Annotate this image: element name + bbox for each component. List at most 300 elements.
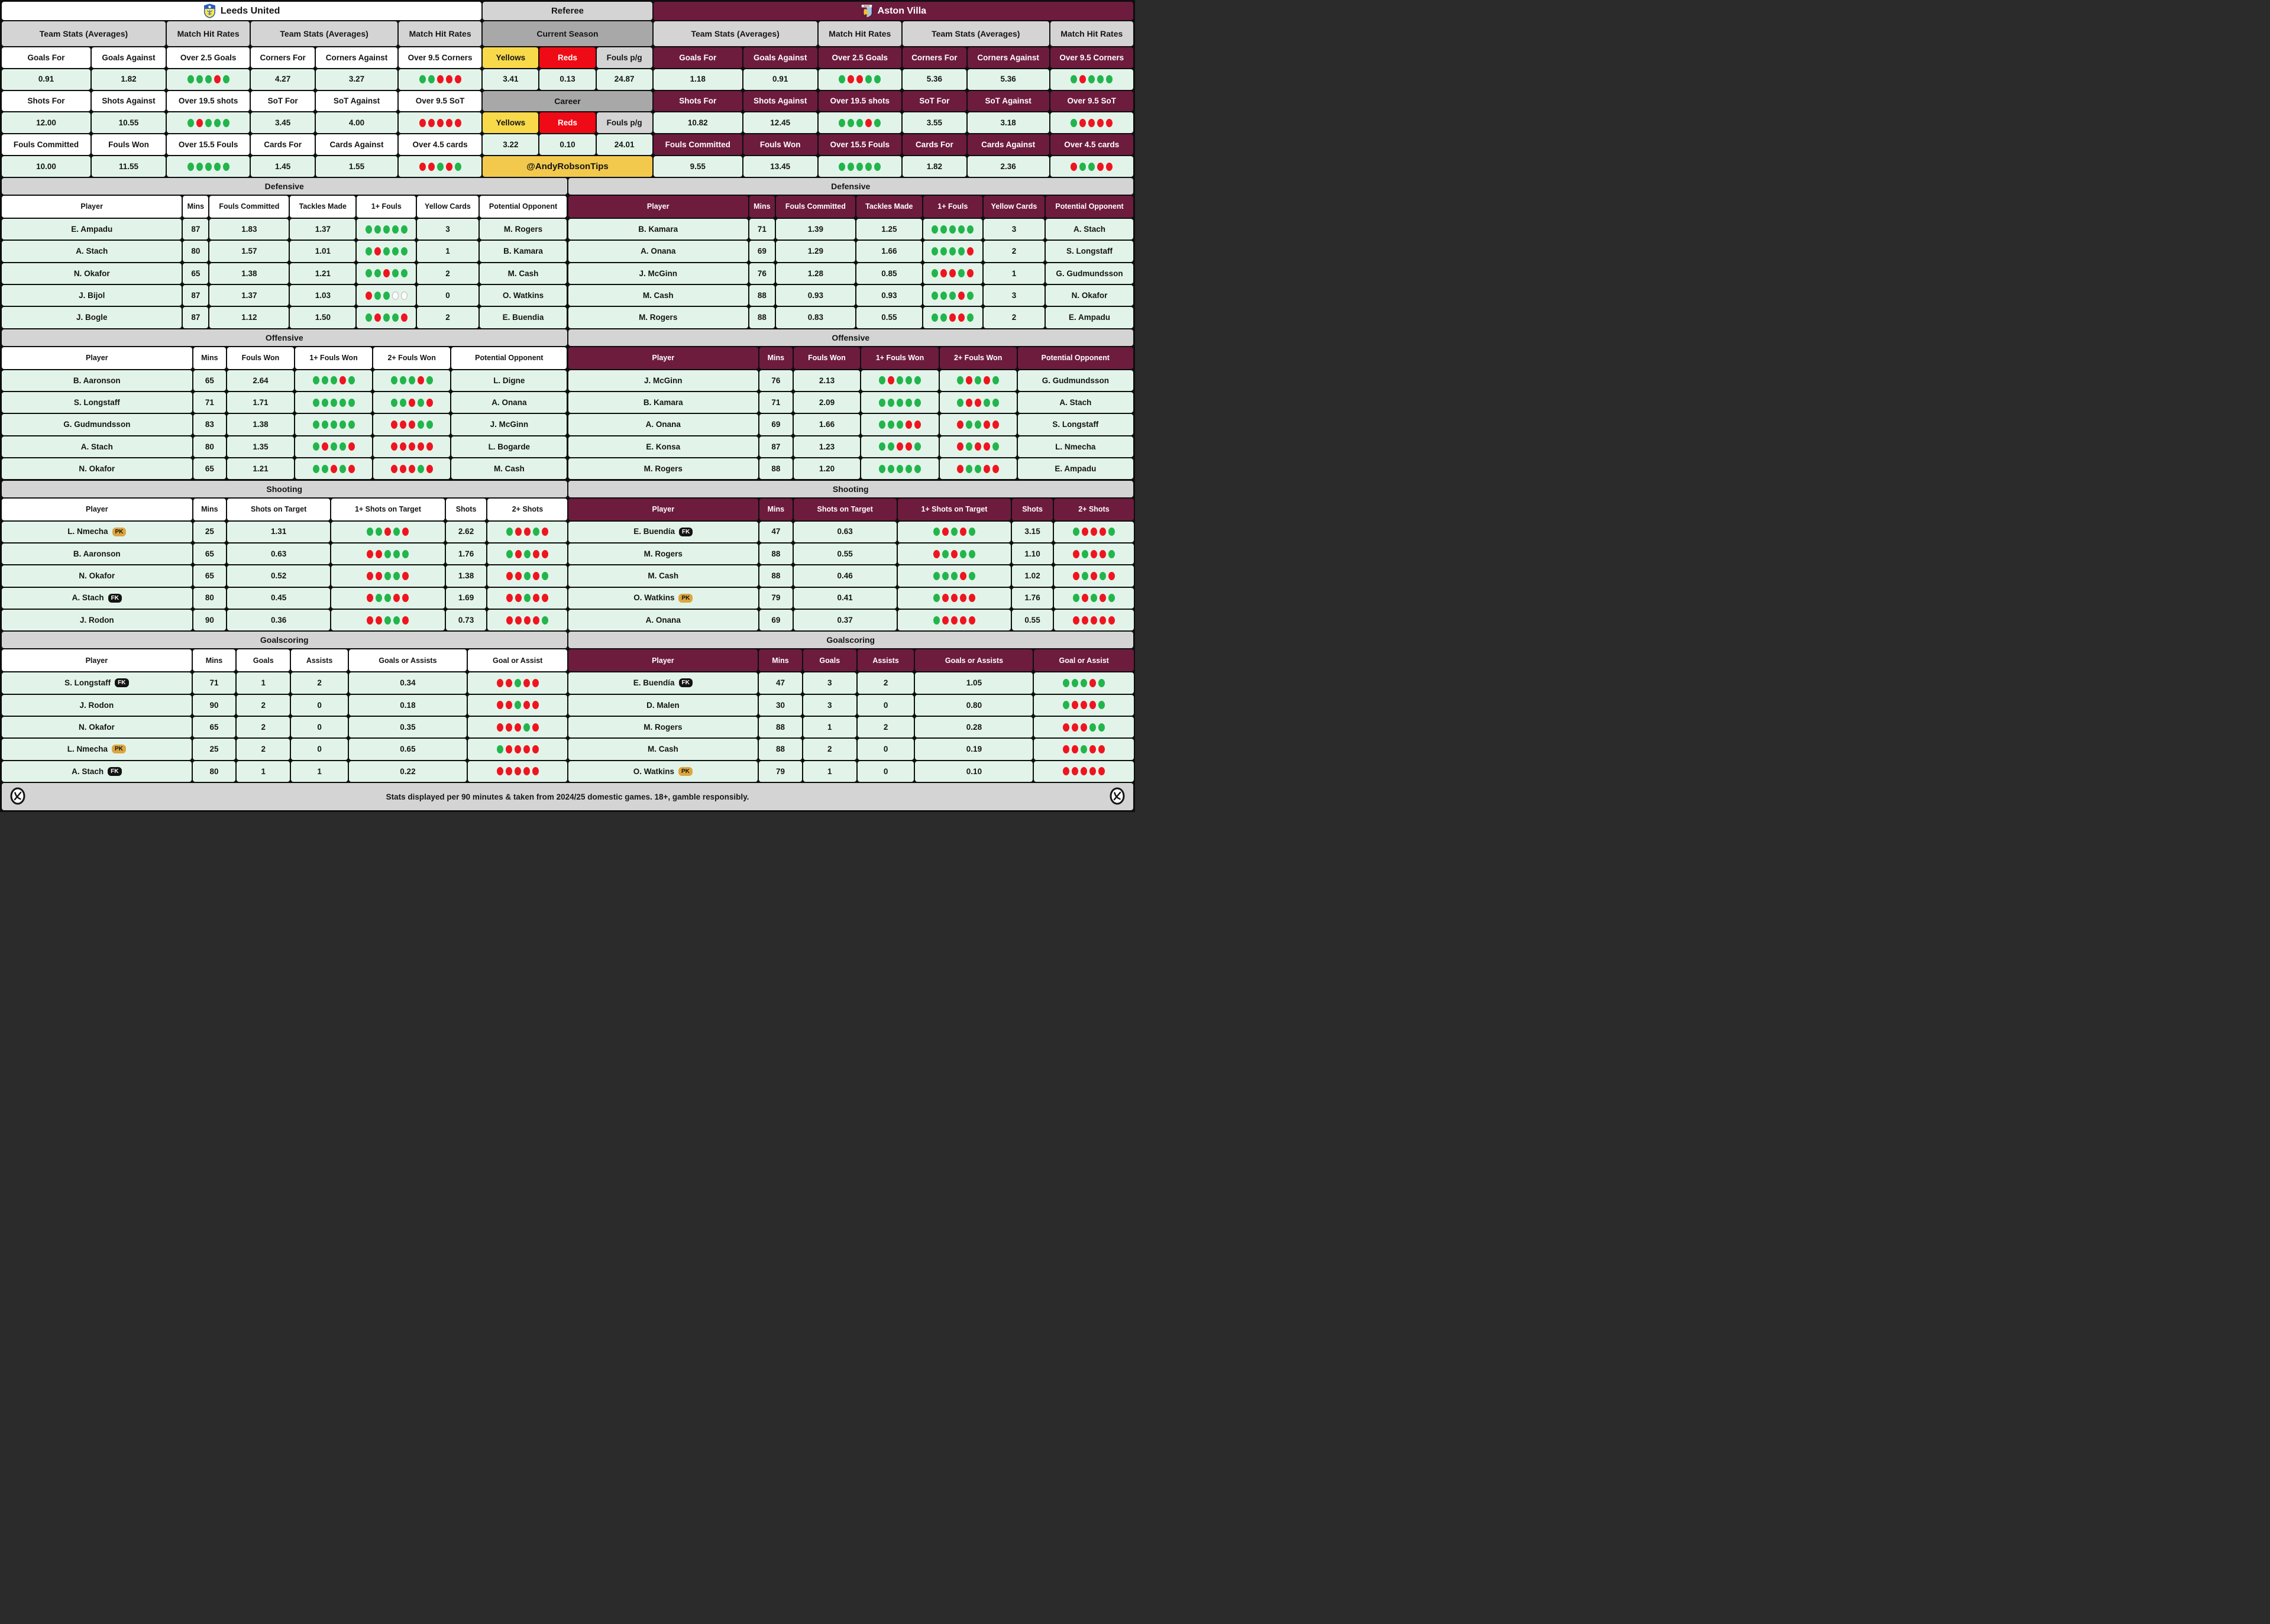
hit-rate-dots <box>497 701 539 709</box>
defensive-rows <box>568 218 1134 329</box>
cell-player <box>568 521 759 543</box>
player-name: D. Malen <box>646 700 680 710</box>
hit-dot <box>897 376 903 384</box>
hit-dot <box>992 399 999 407</box>
table-row <box>1 436 568 458</box>
cell-2-fouls-won <box>939 370 1017 392</box>
miss-dot <box>196 119 203 127</box>
ref-col-reds: Reds <box>539 112 596 134</box>
villa-top-block <box>653 1 1134 177</box>
fk-badge: FK <box>115 678 128 687</box>
cell-mins: 65 <box>192 716 237 738</box>
miss-dot <box>1081 767 1087 775</box>
value-corners-for: 5.36 <box>902 69 967 90</box>
player-name: B. Aaronson <box>73 549 121 558</box>
table-row <box>568 716 1134 738</box>
miss-dot <box>960 572 966 580</box>
hit-rate-dots <box>391 442 433 451</box>
cell-tackles-made: 1.37 <box>289 218 356 240</box>
hit-dot <box>331 399 337 407</box>
miss-dot <box>376 616 382 625</box>
hit-dot <box>906 465 912 473</box>
hit-rate-dots <box>839 119 881 127</box>
hit-dot <box>969 550 975 558</box>
hit-rate-dots <box>313 399 355 407</box>
miss-dot <box>515 616 522 625</box>
hit-rate-dots <box>391 465 433 473</box>
table-row <box>1 263 568 284</box>
value-fouls-won: 13.45 <box>743 156 818 177</box>
hit-dot <box>957 399 963 407</box>
cell-mins: 88 <box>749 284 775 306</box>
hit-dot <box>339 399 346 407</box>
empty-dot <box>401 292 408 300</box>
cell-2-shots <box>1053 609 1134 631</box>
table-row <box>568 738 1134 760</box>
label-cards-for: Cards For <box>250 134 315 156</box>
hit-rate-dots <box>187 119 229 127</box>
value-corners-against: 3.27 <box>315 69 398 90</box>
subheader-hit-rates: Match Hit Rates <box>398 21 482 47</box>
hit-dot <box>374 292 381 300</box>
hit-dot <box>524 550 531 558</box>
miss-dot <box>455 75 461 83</box>
cell-potential-opponent: L. Nmecha <box>1017 436 1134 458</box>
cell-2-shots <box>487 543 568 565</box>
cell-mins: 88 <box>759 458 793 480</box>
cell-1-shots-on-target <box>897 521 1011 543</box>
hit-dot <box>966 465 972 473</box>
miss-dot <box>532 679 539 687</box>
column-headers <box>1 649 568 672</box>
shooting-rows <box>568 521 1134 632</box>
label-over-2-5-goals: Over 2.5 Goals <box>818 47 902 69</box>
miss-dot <box>515 723 521 732</box>
cell-assists: 1 <box>290 761 348 782</box>
hit-dot <box>322 376 328 384</box>
miss-dot <box>906 442 912 451</box>
miss-dot <box>1108 572 1115 580</box>
cell-shots: 1.38 <box>445 565 487 587</box>
hit-dot <box>428 75 435 83</box>
hit-dot <box>1108 550 1115 558</box>
tables-area <box>1 177 1134 782</box>
column-headers <box>568 347 1134 370</box>
hit-dot <box>958 269 965 277</box>
cell-fouls-won: 1.20 <box>793 458 861 480</box>
miss-dot <box>426 442 433 451</box>
ref-col-fouls-p-g: Fouls p/g <box>596 47 653 69</box>
player-name: B. Aaronson <box>73 376 121 385</box>
miss-dot <box>958 292 965 300</box>
cell-player <box>1 263 182 284</box>
label-over-19-5-shots: Over 19.5 shots <box>166 90 250 112</box>
hit-dot <box>874 119 881 127</box>
cell-mins: 65 <box>193 543 227 565</box>
hit-dot <box>400 399 406 407</box>
col-header-goal-or-assist: Goal or Assist <box>467 649 568 672</box>
hit-dot <box>187 75 194 83</box>
table-row <box>1 458 568 480</box>
cell-mins: 25 <box>192 738 237 760</box>
hit-dot <box>1088 163 1095 171</box>
hit-dot <box>187 163 194 171</box>
value-sot-for: 3.55 <box>902 112 967 134</box>
hit-rate-dots <box>932 313 974 322</box>
miss-dot <box>960 616 966 625</box>
cell-mins: 76 <box>749 263 775 284</box>
hit-rate-dots <box>957 376 999 384</box>
table-row <box>568 306 1134 328</box>
label-corners-against: Corners Against <box>315 47 398 69</box>
villa-section-shooting <box>568 480 1134 632</box>
label-over-15-5-fouls: Over 15.5 Fouls <box>818 134 902 156</box>
cell-shots-on-target: 0.46 <box>793 565 897 587</box>
miss-dot <box>967 269 974 277</box>
hit-dot <box>958 247 965 255</box>
hit-dot <box>940 247 947 255</box>
miss-dot <box>506 745 512 753</box>
table-row <box>1 609 568 631</box>
cell-player <box>568 587 759 609</box>
section-title-defensive: Defensive <box>1 177 568 195</box>
cell-assists: 2 <box>290 672 348 694</box>
cell-1-fouls-won <box>861 392 939 413</box>
cell-2-fouls-won <box>373 413 451 435</box>
hit-dot <box>391 376 397 384</box>
cell-fouls-committed: 0.83 <box>775 306 856 328</box>
player-name: A. Onana <box>645 615 681 625</box>
hit-rate-dots <box>957 465 999 473</box>
referee-career-label: Career <box>482 90 652 112</box>
miss-dot <box>331 465 337 473</box>
hit-dot <box>839 163 845 171</box>
col-header-potential-opponent: Potential Opponent <box>451 347 567 370</box>
miss-dot <box>446 75 452 83</box>
cell-potential-opponent: A. Onana <box>451 392 567 413</box>
table-row <box>1 370 568 392</box>
miss-dot <box>1100 550 1106 558</box>
player-name: J. Rodon <box>79 615 114 625</box>
hit-dot <box>966 420 972 429</box>
miss-dot <box>418 376 424 384</box>
miss-dot <box>1082 616 1088 625</box>
hit-dot <box>515 679 521 687</box>
label-corners-for: Corners For <box>902 47 967 69</box>
label-sot-against: SoT Against <box>315 90 398 112</box>
subheader-hit-rates: Match Hit Rates <box>1050 21 1134 47</box>
player-name: M. Rogers <box>644 722 683 732</box>
andyrobson-logo-icon <box>1108 787 1126 805</box>
col-header-goals-or-assists: Goals or Assists <box>348 649 467 672</box>
hit-rate-dots <box>957 399 999 407</box>
cell-1-fouls <box>923 284 983 306</box>
hit-dot <box>940 292 947 300</box>
hit-rate-dots <box>957 442 999 451</box>
hit-rate-dots <box>1071 119 1113 127</box>
hit-rate-dots <box>187 75 229 83</box>
table-row <box>1 716 568 738</box>
cell-player <box>568 218 749 240</box>
hit-dot <box>331 420 337 429</box>
cell-shots-on-target: 0.41 <box>793 587 897 609</box>
label-shots-for: Shots For <box>653 90 743 112</box>
col-header-player: Player <box>1 649 192 672</box>
col-header-1-fouls-won: 1+ Fouls Won <box>861 347 939 370</box>
hit-dot <box>322 465 328 473</box>
miss-dot <box>865 119 872 127</box>
miss-dot <box>402 616 409 625</box>
col-header-fouls-won: Fouls Won <box>793 347 861 370</box>
table-row <box>1 218 568 240</box>
hit-dot <box>418 420 424 429</box>
ref-value-fouls-p-g: 24.87 <box>596 69 653 90</box>
miss-dot <box>383 269 390 277</box>
label-corners-against: Corners Against <box>967 47 1050 69</box>
miss-dot <box>497 701 503 709</box>
hit-dot <box>949 225 956 234</box>
villa-top-stats-grid <box>653 47 1134 177</box>
cell-2-shots <box>1053 543 1134 565</box>
miss-dot <box>515 572 522 580</box>
hit-rate-dots <box>879 376 921 384</box>
cell-tackles-made: 0.85 <box>856 263 923 284</box>
hit-dot <box>313 399 319 407</box>
cell-goals-or-assists: 0.18 <box>348 694 467 716</box>
miss-dot <box>969 594 975 602</box>
hit-dot <box>384 550 391 558</box>
cell-fouls-committed: 1.38 <box>209 263 289 284</box>
hit-rate-dots <box>879 399 921 407</box>
col-header-shots: Shots <box>1011 498 1053 521</box>
hit-dot <box>897 465 903 473</box>
column-headers <box>568 195 1134 218</box>
value-fouls-committed: 9.55 <box>653 156 743 177</box>
cell-player <box>1 738 192 760</box>
hit-rate-dots <box>1071 75 1113 83</box>
hit-dot <box>542 572 548 580</box>
hit-dot <box>331 376 337 384</box>
cell-goal-or-assist <box>1033 694 1134 716</box>
cell-goal-or-assist <box>1033 761 1134 782</box>
hit-rate-dots <box>366 313 408 322</box>
cell-player <box>1 543 193 565</box>
cell-goal-or-assist <box>1033 672 1134 694</box>
cell-mins: 90 <box>192 694 237 716</box>
section-title-shooting: Shooting <box>568 480 1134 498</box>
cell-1-fouls <box>923 263 983 284</box>
value-goals-for: 1.18 <box>653 69 743 90</box>
player-name: A. Onana <box>645 420 681 429</box>
hit-rate-dots <box>367 594 409 602</box>
label-sot-against: SoT Against <box>967 90 1050 112</box>
cell-potential-opponent: E. Ampadu <box>1045 306 1134 328</box>
value-goals-against: 0.91 <box>743 69 818 90</box>
hit-dot <box>1088 75 1095 83</box>
miss-dot <box>533 550 539 558</box>
value-over-9-5-corners <box>398 69 482 90</box>
miss-dot <box>523 745 530 753</box>
value-shots-against: 12.45 <box>743 112 818 134</box>
miss-dot <box>400 442 406 451</box>
hit-dot <box>401 225 408 234</box>
miss-dot <box>367 572 373 580</box>
miss-dot <box>1108 616 1115 625</box>
cell-fouls-committed: 1.12 <box>209 306 289 328</box>
cell-fouls-committed: 1.39 <box>775 218 856 240</box>
miss-dot <box>984 442 990 451</box>
cell-2-fouls-won <box>939 413 1017 435</box>
hit-rate-dots <box>879 420 921 429</box>
hit-dot <box>374 269 381 277</box>
cell-goals: 2 <box>236 738 290 760</box>
cell-mins: 71 <box>193 392 227 413</box>
hit-rate-dots <box>366 225 408 234</box>
hit-dot <box>933 616 940 625</box>
table-row <box>1 738 568 760</box>
ref-value-yellows: 3.41 <box>482 69 539 90</box>
hit-dot <box>874 75 881 83</box>
miss-dot <box>969 616 975 625</box>
hit-dot <box>348 399 355 407</box>
miss-dot <box>992 465 999 473</box>
cell-fouls-won: 2.09 <box>793 392 861 413</box>
column-headers <box>1 347 568 370</box>
value-sot-against: 3.18 <box>967 112 1050 134</box>
cell-mins: 79 <box>758 761 803 782</box>
value-cards-for: 1.82 <box>902 156 967 177</box>
hit-rate-dots <box>391 376 433 384</box>
miss-dot <box>940 269 947 277</box>
hit-rate-dots <box>366 292 408 300</box>
table-row <box>568 587 1134 609</box>
col-header-yellow-cards: Yellow Cards <box>983 195 1045 218</box>
miss-dot <box>523 679 530 687</box>
cell-player <box>1 587 193 609</box>
leeds-top-block <box>1 1 482 177</box>
miss-dot <box>888 376 894 384</box>
label-over-9-5-sot: Over 9.5 SoT <box>1050 90 1134 112</box>
label-goals-for: Goals For <box>1 47 91 69</box>
col-header-1-fouls: 1+ Fouls <box>923 195 983 218</box>
subheader-team-stats: Team Stats (Averages) <box>902 21 1050 47</box>
label-over-19-5-shots: Over 19.5 shots <box>818 90 902 112</box>
col-header-player: Player <box>568 649 759 672</box>
cell-mins: 80 <box>193 436 227 458</box>
col-header-shots-on-target: Shots on Target <box>793 498 897 521</box>
hit-dot <box>1106 75 1113 83</box>
hit-rate-dots <box>497 679 539 687</box>
hit-rate-dots <box>1063 745 1105 753</box>
cell-2-fouls-won <box>939 458 1017 480</box>
cell-shots: 0.55 <box>1011 609 1053 631</box>
col-header-fouls-committed: Fouls Committed <box>209 195 289 218</box>
cell-fouls-won: 1.38 <box>227 413 295 435</box>
cell-yellow-cards: 3 <box>416 218 478 240</box>
col-header-goal-or-assist: Goal or Assist <box>1033 649 1134 672</box>
hit-rate-dots <box>933 594 975 602</box>
hit-dot <box>523 723 530 732</box>
hit-dot <box>392 269 399 277</box>
subheader-team-stats: Team Stats (Averages) <box>250 21 398 47</box>
shooting-rows <box>1 521 568 632</box>
miss-dot <box>402 594 409 602</box>
goalscoring-rows <box>568 672 1134 782</box>
cell-1-shots-on-target <box>331 609 445 631</box>
cell-player <box>1 672 192 694</box>
miss-dot <box>376 572 382 580</box>
col-header-tackles-made: Tackles Made <box>856 195 923 218</box>
miss-dot <box>1072 723 1078 732</box>
hit-dot <box>1108 528 1115 536</box>
hit-rate-dots <box>497 745 539 753</box>
miss-dot <box>339 376 346 384</box>
villa-section-goalscoring <box>568 631 1134 782</box>
player-name: E. Buendía <box>633 527 675 536</box>
miss-dot <box>515 528 522 536</box>
col-header-player: Player <box>568 347 759 370</box>
player-name: A. Stach <box>72 766 104 776</box>
cell-1-fouls <box>923 240 983 262</box>
cell-goals-or-assists: 0.34 <box>348 672 467 694</box>
hit-dot <box>393 550 400 558</box>
miss-dot <box>322 442 328 451</box>
cell-goals: 1 <box>803 716 857 738</box>
column-headers <box>568 498 1134 521</box>
cell-fouls-committed: 0.93 <box>775 284 856 306</box>
hit-dot <box>376 528 382 536</box>
footer <box>1 782 1134 811</box>
value-sot-for: 3.45 <box>250 112 315 134</box>
miss-dot <box>524 616 531 625</box>
hit-dot <box>418 465 424 473</box>
cell-fouls-committed: 1.28 <box>775 263 856 284</box>
miss-dot <box>532 723 539 732</box>
hit-dot <box>967 292 974 300</box>
hit-dot <box>223 119 229 127</box>
miss-dot <box>437 119 444 127</box>
miss-dot <box>1089 767 1096 775</box>
hit-dot <box>339 442 346 451</box>
hit-dot <box>313 442 319 451</box>
label-over-9-5-sot: Over 9.5 SoT <box>398 90 482 112</box>
hit-dot <box>1071 119 1077 127</box>
col-header-assists: Assists <box>857 649 915 672</box>
miss-dot <box>897 442 903 451</box>
player-name: A. Onana <box>641 247 676 256</box>
cell-assists: 0 <box>290 694 348 716</box>
hit-rate-dots <box>933 528 975 536</box>
cell-2-shots <box>487 565 568 587</box>
cell-shots: 0.73 <box>445 609 487 631</box>
hit-rate-dots <box>313 420 355 429</box>
table-row <box>568 694 1134 716</box>
value-corners-for: 4.27 <box>250 69 315 90</box>
offensive-rows <box>1 370 568 480</box>
cell-1-shots-on-target <box>897 587 1011 609</box>
hit-dot <box>932 269 938 277</box>
hit-rate-dots <box>1063 767 1105 775</box>
col-header-yellow-cards: Yellow Cards <box>416 195 478 218</box>
referee-season-values <box>482 69 652 90</box>
cell-fouls-won: 2.13 <box>793 370 861 392</box>
cell-potential-opponent: A. Stach <box>1045 218 1134 240</box>
player-name: M. Cash <box>648 571 679 581</box>
hit-dot <box>214 163 221 171</box>
miss-dot <box>960 594 966 602</box>
cell-assists: 0 <box>290 716 348 738</box>
cell-mins: 87 <box>182 306 209 328</box>
